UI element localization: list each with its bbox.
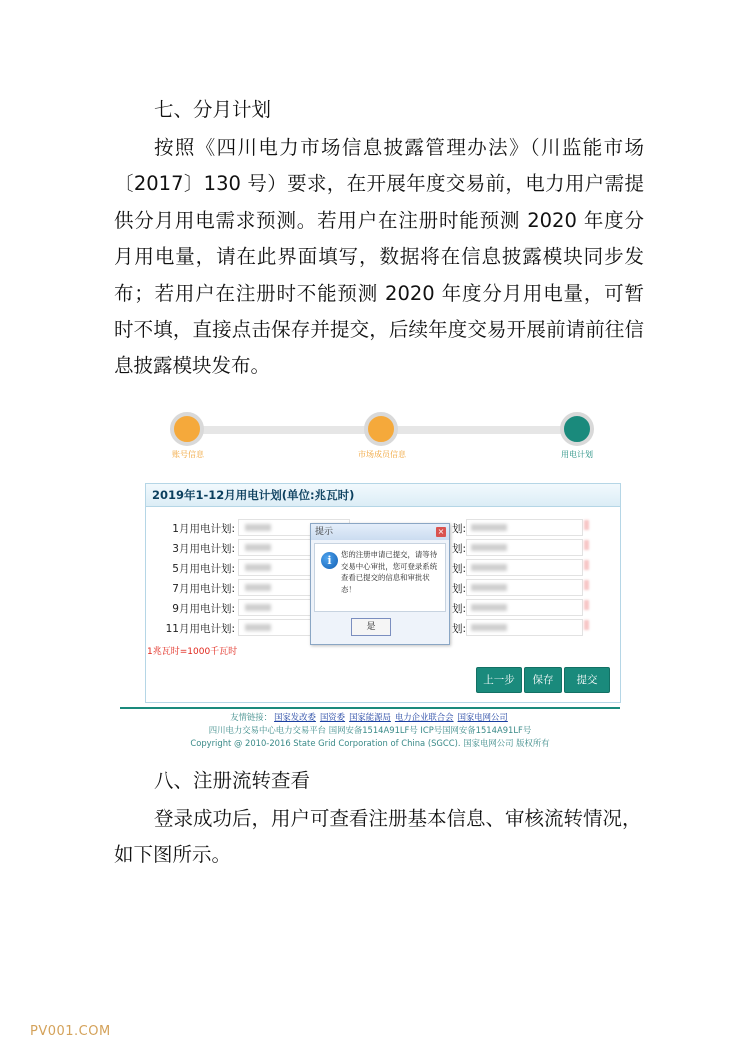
panel-title: 2019年1-12月用电计划(单位:兆瓦时) <box>146 484 620 507</box>
section-heading-8: 八、注册流转查看 <box>154 769 311 792</box>
required-mark <box>584 520 589 530</box>
footer-links-label: 友情链接： <box>230 712 273 722</box>
plan-label-right: 划: <box>452 563 467 575</box>
plan-label-right: 划: <box>452 583 467 595</box>
footer-link[interactable]: 国家电网公司 <box>457 712 508 722</box>
required-mark <box>584 540 589 550</box>
info-icon: i <box>321 552 338 569</box>
watermark: PV001.COM <box>30 1024 111 1039</box>
footer-links <box>120 711 620 723</box>
step-label-3: 用电计划 <box>561 450 593 459</box>
footer-link[interactable]: 电力企业联合会 <box>394 712 454 722</box>
required-mark <box>584 620 589 630</box>
dialog-message: 您的注册申请已提交，请等待交易中心审批，您可登录系统查看已提交的信息和审批状态！ <box>341 550 438 594</box>
step-label-2: 市场成员信息 <box>358 450 406 459</box>
unit-note: 1兆瓦时=1000千瓦时 <box>147 647 238 657</box>
plan-label-right: 划: <box>452 523 467 535</box>
footer-link[interactable]: 国资委 <box>319 712 346 722</box>
step-node-1 <box>170 412 204 446</box>
plan-input-right[interactable] <box>466 519 583 536</box>
prompt-dialog <box>310 523 450 645</box>
plan-label: 3月用电计划: <box>172 543 235 555</box>
plan-input-right[interactable] <box>466 619 583 636</box>
plan-input-right[interactable] <box>466 599 583 616</box>
footer-link[interactable]: 国家能源局 <box>349 712 391 722</box>
footer-divider <box>120 707 620 709</box>
footer-link[interactable]: 国家发改委 <box>274 712 316 722</box>
dialog-title: 提示 <box>311 524 449 540</box>
plan-label: 1月用电计划: <box>172 523 235 535</box>
section-body-7: 按照《四川电力市场信息披露管理办法》（川监能市场〔2017〕130 号）要求，在开展年度交易前，电力用户需提供分月用电需求预测。若用户在注册时能预测 2020 年度分月用电量，请在此界面填写，数据将在信息披露模块同步发布；若用户在注册时不能预测 2020 年度分月用电量，可暂时不填，直接点击保存并提交，后续年度交易开展前请前往信息披露模块发布。 <box>114 136 644 378</box>
plan-label: 11月用电计划: <box>165 623 235 635</box>
footer-registration: 四川电力交易中心电力交易平台 国网安备1514A91LF号 ICP号国网安备1514A91LF号 <box>208 725 532 735</box>
plan-label: 7月用电计划: <box>172 583 235 595</box>
step-label-1: 账号信息 <box>172 450 204 459</box>
step-node-2 <box>364 412 398 446</box>
prev-button[interactable]: 上一步 <box>476 667 522 693</box>
plan-label-right: 划: <box>452 603 467 615</box>
required-mark <box>584 600 589 610</box>
save-button[interactable]: 保存 <box>524 667 562 693</box>
plan-label: 9月用电计划: <box>172 603 235 615</box>
plan-input-right[interactable] <box>466 559 583 576</box>
required-mark <box>584 580 589 590</box>
dialog-ok-button[interactable]: 是 <box>351 618 391 636</box>
step-node-3 <box>560 412 594 446</box>
plan-label-right: 划: <box>452 623 467 635</box>
close-icon[interactable]: × <box>437 527 445 536</box>
submit-button[interactable]: 提交 <box>564 667 610 693</box>
dialog-body <box>314 543 446 612</box>
section-body-8: 登录成功后，用户可查看注册基本信息、审核流转情况，如下图所示。 <box>114 807 642 867</box>
required-mark <box>584 560 589 570</box>
plan-label: 5月用电计划: <box>172 563 235 575</box>
section-heading-7: 七、分月计划 <box>154 98 272 121</box>
plan-input-right[interactable] <box>466 539 583 556</box>
plan-input-right[interactable] <box>466 579 583 596</box>
embedded-screenshot <box>120 405 620 750</box>
plan-label-right: 划: <box>452 543 467 555</box>
footer-copyright: Copyright @ 2010-2016 State Grid Corporation of China (SGCC). 国家电网公司 版权所有 <box>190 738 550 748</box>
